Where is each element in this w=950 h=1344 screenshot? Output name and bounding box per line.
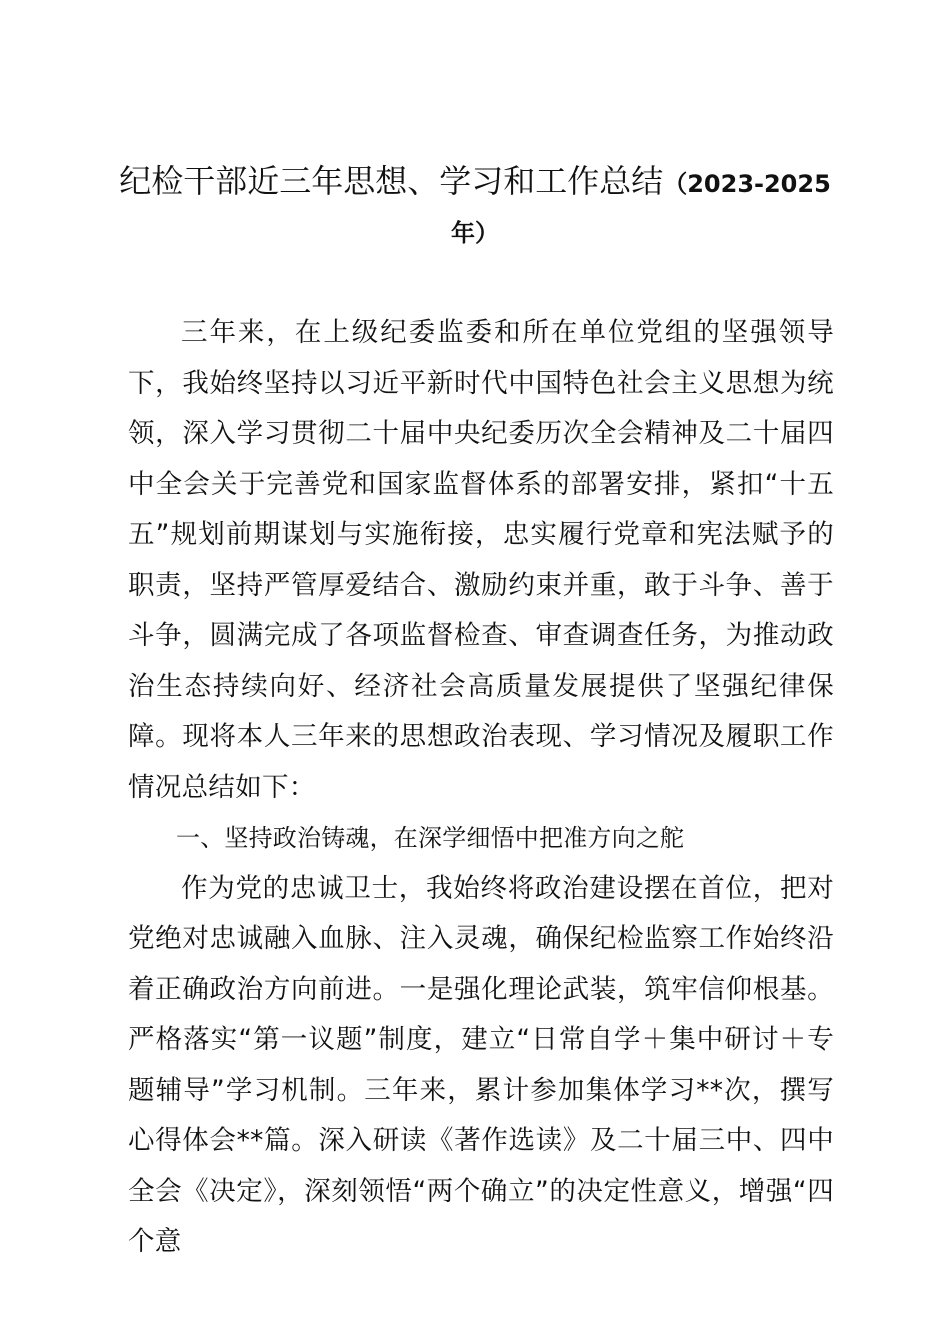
document-body bbox=[128, 308, 834, 1268]
title-main: 纪检干部近三年思想、学习和工作总结 bbox=[119, 162, 664, 200]
title-years: （2023-2025年） bbox=[451, 170, 831, 247]
intro-paragraph: 三年来，在上级纪委监委和所在单位党组的坚强领导下，我始终坚持以习近平新时代中国特色社会主义思想为统领，深入学习贯彻二十届中央纪委历次全会精神及二十届四中全会关于完善党和国家监督体系的部署安排，紧扣“十五五”规划前期谋划与实施衔接，忠实履行党章和宪法赋予的职责，坚持严管厚爱结合、激励约束并重，敢于斗争、善于斗争，圆满完成了各项监督检查、审查调查任务，为推动政治生态持续向好、经济社会高质量发展提供了坚强纪律保障。现将本人三年来的思想政治表现、学习情况及履职工作情况总结如下： bbox=[128, 317, 834, 803]
document-title bbox=[118, 158, 832, 256]
section-paragraph: 作为党的忠诚卫士，我始终将政治建设摆在首位，把对党绝对忠诚融入血脉、注入灵魂，确保纪检监察工作始终沿着正确政治方向前进。一是强化理论武装，筑牢信仰根基。严格落实“第一议题”制度，建立“日常自学＋集中研讨＋专题辅导”学习机制。三年来，累计参加集体学习**次，撰写心得体会**篇。深入研读《著作选读》及二十届三中、四中全会《决定》，深刻领悟“两个确立”的决定性意义，增强“四个意 bbox=[128, 872, 834, 1257]
section-heading: 一、坚持政治铸魂，在深学细悟中把准方向之舵 bbox=[176, 824, 685, 852]
